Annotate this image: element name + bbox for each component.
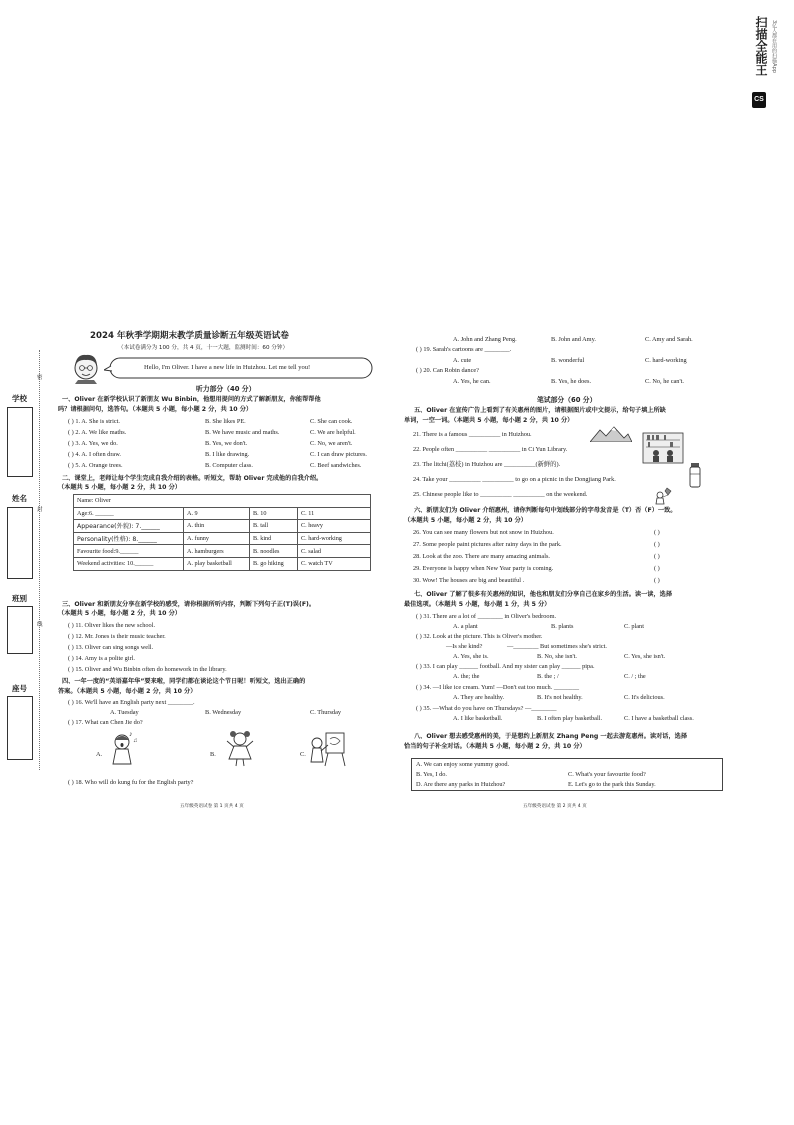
s4-instruction-1: 四、一年一度的“英语嘉年华”要来啦，同学们都在谈论这个节日呢！听短文，选出正确的 [62, 678, 306, 685]
s1-option-a: ( ) 4. A. I often draw. [68, 451, 121, 458]
s2-profile-table [73, 494, 371, 571]
answer-paren: ( ) [654, 565, 660, 572]
q34-option-a: A. They are healthy. [453, 694, 505, 701]
q19-option-a: A. cute [453, 357, 472, 364]
table-row [74, 532, 371, 545]
s1-option-a: ( ) 2. A. We like maths. [68, 429, 127, 436]
s3-item: ( ) 12. Mr. Jones is their music teacher. [68, 633, 166, 640]
q16-option-b: B. Wednesday [205, 709, 242, 716]
s4-instruction-2: 答案。（本题共 5 小题，每小题 2 分，共 10 分） [58, 688, 197, 695]
s1-option-c: C. Beef sandwiches. [310, 462, 362, 469]
q32-option-c: C. Yes, she isn't. [624, 653, 666, 660]
answer-paren: ( ) [654, 553, 660, 560]
s8-option-d: D. Are there any parks in Huizhou? [416, 781, 506, 788]
s1-option-b: B. Yes, we don't. [205, 440, 248, 447]
s3-instruction-2: （本题共 5 小题，每小题 2 分，共 10 分） [58, 610, 181, 617]
q17-option-a: A. [96, 751, 103, 758]
s7-instruction-2: 最佳选项。（本题共 5 小题，每小题 1 分，共 5 分） [404, 601, 551, 608]
footer-page-1: 五年级英语试卷 第 1 页共 4 页 [180, 804, 244, 809]
s6-sentence: 27. Some people paint pictures after rainy days in the park. [413, 541, 562, 548]
dancing-girl-icon [225, 729, 255, 767]
option-c: C. watch TV [298, 557, 371, 570]
table-row [74, 520, 371, 533]
q19: ( ) 19. Sarah's cartoons are ________. [416, 346, 512, 353]
table-row [74, 495, 371, 508]
s6-instruction-1: 六、新朋友们为 Oliver 介绍惠州，请你判断每句中划线部分的字母发音是（T）否（F）一致。 [414, 507, 677, 514]
option-a: A. funny [184, 532, 250, 545]
written-title: 笔试部分（60 分） [537, 396, 597, 404]
drawing-easel-icon [308, 729, 348, 767]
camscanner-name: 扫描全能王 [754, 16, 768, 76]
binding-dotted-line [39, 350, 40, 770]
q19-option-b: B. wonderful [551, 357, 585, 364]
answer-paren: ( ) [654, 541, 660, 548]
s3-item: ( ) 13. Oliver can sing songs well. [68, 644, 154, 651]
row-label: Personality(性格): 8.______ [74, 532, 184, 545]
q20-option-c: C. No, he can't. [645, 378, 684, 385]
option-b: B. tall [250, 520, 298, 533]
s1-option-b: B. I like drawing. [205, 451, 250, 458]
s5-item: 25. Chinese people like to __________ __________ on the weekend. [413, 491, 588, 498]
svg-text:♪: ♪ [129, 730, 133, 738]
row-label: Age:6. ______ [74, 507, 184, 520]
s7-instruction-1: 七、Oliver 了解了很多有关惠州的知识，他也和朋友们分享自己在家乡的生活。读一读，选择 [414, 591, 673, 598]
q35-option-c: C. I have a basketball class. [624, 715, 694, 722]
s1-option-c: C. No, we aren't. [310, 440, 353, 447]
class-label: 班别 [12, 594, 27, 603]
s2-instruction-2: （本题共 5 小题，每小题 2 分，共 10 分） [58, 484, 181, 491]
s1-instruction-1: 一、Oliver 在新学校认识了新朋友 Wu Binbin，他想用提问的方式了解新朋友，你能帮帮他 [62, 396, 321, 403]
q31-option-b: B. plants [551, 623, 574, 630]
s8-option-e: E. Let's go to the park this Sunday. [568, 781, 656, 788]
q31: ( ) 31. There are a lot of ________ in Oliver's bedroom. [416, 613, 557, 620]
s8-option-b: B. Yes, I do. [416, 771, 447, 778]
q34: ( ) 34. —I like ice cream. Yum! —Don't eat too much. ________ [416, 684, 580, 691]
s6-instruction-2: （本题共 5 小题，每小题 2 分，共 10 分） [404, 517, 527, 524]
option-c: C. heavy [298, 520, 371, 533]
s1-option-a: ( ) 1. A. She is strict. [68, 418, 120, 425]
q33-option-c: C. / ; the [624, 673, 646, 680]
speech-text: Hello, I'm Oliver. I have a new life in Huizhou. Let me tell you! [144, 364, 311, 371]
q16: ( ) 16. We'll have an English party next ________. [68, 699, 195, 706]
option-a: A. thin [184, 520, 250, 533]
school-label: 学校 [12, 394, 27, 403]
q33-option-b: B. the ; / [537, 673, 559, 680]
option-b: B. 10 [250, 507, 298, 520]
q19-option-c: C. hard-working [645, 357, 687, 364]
singing-child-icon [104, 728, 140, 766]
q33-option-a: A. the; the [453, 673, 480, 680]
option-c: C. 11 [298, 507, 371, 520]
name-cell: Name: Oliver [74, 495, 371, 508]
s5-item: 22. People often __________ __________ in Ci Yun Library. [413, 446, 568, 453]
q18-option-b: B. John and Amy. [551, 336, 596, 343]
row-label: Weekend activities: 10.______ [74, 557, 184, 570]
table-row [74, 545, 371, 558]
s1-option-c: C. She can cook. [310, 418, 353, 425]
s1-instruction-2: 吗？请根据问句，选答句。（本题共 5 小题，每小题 2 分，共 10 分） [58, 406, 253, 413]
q32-option-b: B. No, she isn't. [537, 653, 577, 660]
q16-option-a: A. Tuesday [110, 709, 139, 716]
s1-option-a: ( ) 5. A. Orange trees. [68, 462, 123, 469]
row-label: Appearance(外貌): 7.______ [74, 520, 184, 533]
table-row [74, 507, 371, 520]
svg-text:♫: ♫ [133, 738, 138, 744]
camscanner-logo: CS [752, 92, 766, 108]
exam-title: 2024 年秋季学期期末教学质量诊断五年级英语试卷 [90, 331, 289, 341]
option-a: A. play basketball [184, 557, 250, 570]
seal-char: 密 [37, 375, 43, 381]
s8-option-a: A. We can enjoy some yummy good. [416, 761, 510, 768]
s3-item: ( ) 14. Amy is a polite girl. [68, 655, 135, 662]
option-a: A. 9 [184, 507, 250, 520]
q35: ( ) 35. —What do you have on Thursdays? —________ [416, 705, 557, 712]
seat-label: 座号 [12, 684, 27, 693]
option-a: A. hamburgers [184, 545, 250, 558]
s1-option-b: B. We have music and maths. [205, 429, 280, 436]
footer-page-2: 五年级英语试卷 第 2 页共 4 页 [523, 804, 587, 809]
s6-sentence: 26. You can see many flowers but not snow in Huizhou. [413, 529, 554, 536]
q17-option-b: B. [210, 751, 216, 758]
q17-option-c: C. [300, 751, 306, 758]
s8-option-c: C. What's your favourite food? [568, 771, 646, 778]
q33: ( ) 33. I can play ______ football. And my sister can play ______ pipa. [416, 663, 595, 670]
s5-item: 24. Take your __________ __________ to go on a picnic in the Dongjiang Park. [413, 476, 616, 483]
s3-item: ( ) 15. Oliver and Wu Binbin often do homework in the library. [68, 666, 227, 673]
s6-sentence: 30. Wow! The houses are big and beautiful . [413, 577, 525, 584]
camscanner-slogan: 3亿人都在用的扫描App [771, 20, 777, 73]
s1-option-b: B. Computer class. [205, 462, 253, 469]
option-c: C. salad [298, 545, 371, 558]
q17: ( ) 17. What can Chen Jie do? [68, 719, 143, 726]
answer-paren: ( ) [654, 529, 660, 536]
s3-instruction-1: 三、Oliver 和新朋友分享在新学校的感受，请你根据所听内容，判断下列句子正(T)误(F)。 [62, 601, 316, 608]
s5-instruction-1: 五、Oliver 在宣传广告上看到了有关惠州的图片，请根据图片或中文提示，给句子填上所缺 [414, 407, 666, 414]
row-label: Favourite food:9.______ [74, 545, 184, 558]
q32-option-a: A. Yes, she is. [453, 653, 489, 660]
q31-option-c: C. plant [624, 623, 644, 630]
s6-sentence: 28. Look at the zoo. There are many amazing animals. [413, 553, 550, 560]
seal-char: 线 [37, 622, 43, 628]
thermos-bottle-icon [688, 462, 702, 488]
s8-instruction-1: 八、Oliver 想去感受惠州的美，于是想约上新朋友 Zhang Peng 一起去游览惠州。读对话，选择 [414, 733, 688, 740]
option-b: B. kind [250, 532, 298, 545]
s3-item: ( ) 11. Oliver likes the new school. [68, 622, 156, 629]
school-field[interactable] [7, 407, 33, 477]
q20-option-b: B. Yes, he does. [551, 378, 592, 385]
q18-option-c: C. Amy and Sarah. [645, 336, 693, 343]
table-row [74, 557, 371, 570]
answer-paren: ( ) [654, 577, 660, 584]
option-b: B. noodles [250, 545, 298, 558]
q32-line-1: —Is she kind? [446, 643, 483, 650]
s5-item: 21. There is a famous __________ in Huizhou. [413, 431, 532, 438]
q20: ( ) 20. Can Robin dance? [416, 367, 479, 374]
library-reading-icon [642, 432, 684, 464]
s5-instruction-2: 单词，一空一词。（本题共 5 小题，每小题 2 分，共 10 分） [404, 417, 574, 424]
q34-option-c: C. It's delicious. [624, 694, 665, 701]
oliver-avatar-icon [69, 350, 103, 384]
q32: ( ) 32. Look at the picture. This is Oliver's mother. [416, 633, 543, 640]
option-b: B. go hiking [250, 557, 298, 570]
mountain-icon [590, 426, 632, 442]
name-field[interactable] [7, 507, 33, 579]
seal-char: 封 [37, 507, 43, 513]
q35-option-a: A. I like basketball. [453, 715, 503, 722]
exam-subtitle: （本试卷满分为 100 分，共 4 页，十一大题，监测时间：60 分钟） [118, 345, 289, 351]
kite-flying-icon [654, 487, 672, 505]
s8-instruction-2: 恰当的句子补全对话。（本题共 5 小题，每小题 2 分，共 10 分） [404, 743, 586, 750]
listening-title: 听力部分（40 分） [196, 385, 256, 393]
class-field[interactable] [7, 606, 33, 654]
q18-option-a: A. John and Zhang Peng. [453, 336, 517, 343]
s1-option-a: ( ) 3. A. Yes, we do. [68, 440, 118, 447]
name-label: 姓名 [12, 494, 27, 503]
q20-option-a: A. Yes, he can. [453, 378, 491, 385]
q16-option-c: C. Thursday [310, 709, 342, 716]
s1-option-c: C. I can draw pictures. [310, 451, 368, 458]
q34-option-b: B. It's not healthy. [537, 694, 583, 701]
s8-options-box [411, 758, 723, 791]
q18: ( ) 18. Who will do kung fu for the English party? [68, 779, 194, 786]
q31-option-a: A. a plant [453, 623, 478, 630]
s2-instruction-1: 二、课堂上，老师让每个学生完成自我介绍的表格。听短文，帮助 Oliver 完成他的自我介绍。 [62, 475, 323, 482]
s1-option-b: B. She likes PE. [205, 418, 246, 425]
s5-item: 23. The litchi(荔枝) in Huizhou are __________(新鲜的). [413, 461, 561, 468]
q35-option-b: B. I often play basketball. [537, 715, 603, 722]
option-c: C. hard-working [298, 532, 371, 545]
seat-field[interactable] [7, 696, 33, 760]
s1-option-c: C. We are helpful. [310, 429, 356, 436]
s6-sentence: 29. Everyone is happy when New Year party is coming. [413, 565, 554, 572]
q32-line-2: —________ But sometimes she's strict. [507, 643, 607, 650]
